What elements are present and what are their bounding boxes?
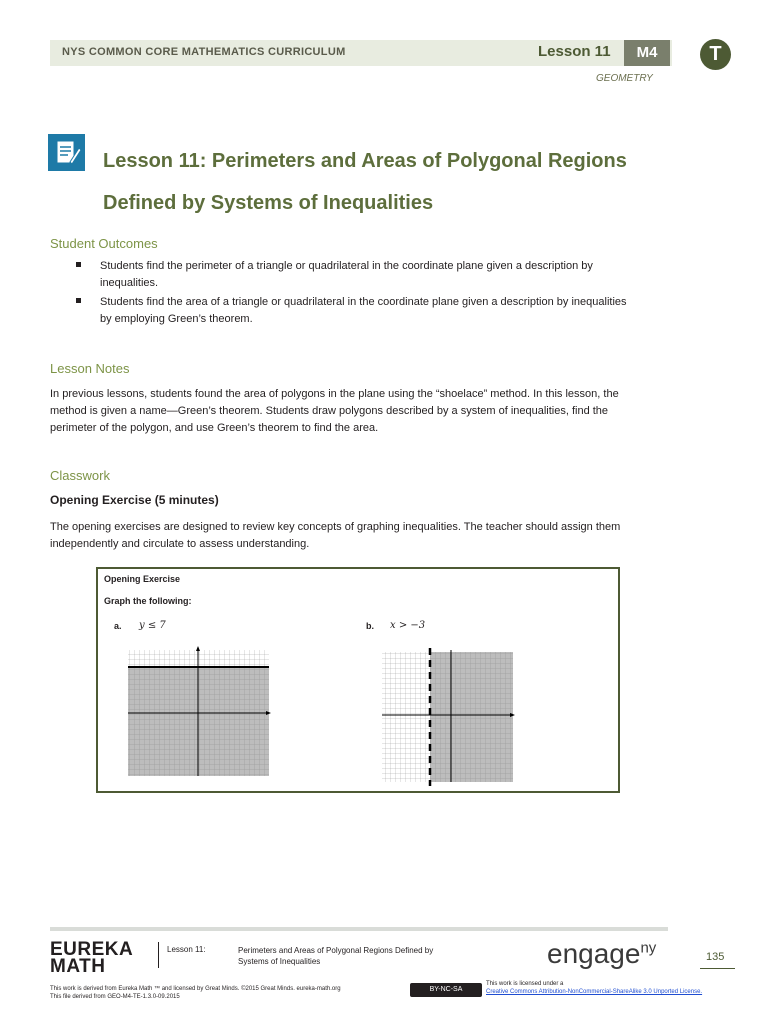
lesson-title-line1: Lesson 11: Perimeters and Areas of Polygonal Regions (103, 150, 627, 172)
footer-attribution (50, 985, 390, 1001)
classwork-line: independently and circulate to assess understanding. (50, 538, 310, 550)
footer-lesson-title-line1: Perimeters and Areas of Polygonal Regions Defined by (238, 946, 434, 955)
footer-lesson-ref: Lesson 11: (167, 945, 206, 954)
outcome-item (100, 258, 670, 292)
exercise-instruction: Graph the following: (104, 596, 192, 606)
grid-overlay (430, 652, 513, 782)
license-link[interactable]: Creative Commons Attribution-NonCommercial-ShareAlike 3.0 Unported License. (486, 989, 703, 995)
attribution-line2: This file derived from GEO-M4-TE-1.3.0-09.2015 (50, 994, 180, 1000)
bullet-marker (76, 298, 81, 303)
notes-line: method is given a name—Green’s theorem. Students draw polygons described by a system of inequalities, find the (50, 405, 609, 417)
lesson-title (103, 140, 627, 224)
student-outcomes-heading: Student Outcomes (50, 236, 158, 251)
curriculum-label: NYS COMMON CORE MATHEMATICS CURRICULUM (62, 46, 346, 58)
engage-text: engage (547, 938, 641, 969)
lesson-label: Lesson 11 (538, 43, 611, 60)
eureka-math-logo (50, 941, 133, 975)
lesson-notes-heading: Lesson Notes (50, 361, 130, 376)
item-b-expression: x > −3 (390, 620, 426, 631)
license-line1: This work is licensed under a (486, 981, 564, 987)
page-number: 135 (706, 951, 725, 963)
outcome-text: by employing Green’s theorem. (100, 313, 253, 325)
item-a-label: a. (114, 621, 122, 631)
bullet-marker (76, 262, 81, 267)
subject-label: GEOMETRY (596, 73, 653, 84)
classwork-text (50, 519, 670, 553)
lesson-notes-text (50, 386, 670, 437)
graph-b (380, 648, 516, 786)
exercise-title: Opening Exercise (104, 574, 181, 584)
engage-superscript: ny (640, 939, 657, 957)
footer-lesson-title-line2: Systems of Inequalities (238, 957, 321, 966)
graph-a (124, 644, 272, 780)
cc-badge-text: BY-NC-SA (429, 986, 463, 993)
classwork-line: The opening exercises are designed to review key concepts of graphing inequalities. The teacher should assign them (50, 521, 621, 533)
eureka-logo-line1: EUREKA (50, 939, 134, 960)
eureka-logo-line2: MATH (50, 956, 106, 977)
lesson-title-line2: Defined by Systems of Inequalities (103, 192, 434, 214)
outcome-text: inequalities. (100, 277, 159, 289)
item-b-label: b. (366, 621, 374, 631)
notepad-icon (48, 134, 85, 171)
outcome-text: Students find the perimeter of a triangle or quadrilateral in the coordinate plane given a description by (100, 260, 593, 272)
classwork-heading: Classwork (50, 468, 110, 483)
notes-line: perimeter of the polygon, and use Green’s theorem to find the area. (50, 422, 379, 434)
item-a-expression: y ≤ 7 (139, 620, 166, 631)
teacher-badge: T (700, 39, 731, 70)
module-badge: M4 (624, 40, 670, 66)
footer-divider (50, 927, 668, 931)
outcome-item (100, 294, 670, 328)
footer-separator (158, 942, 159, 968)
cc-license-badge[interactable] (410, 983, 482, 997)
outcome-text: Students find the area of a triangle or quadrilateral in the coordinate plane given a description by inequalities (100, 296, 627, 308)
license-text (486, 980, 746, 996)
page-number-underline (700, 968, 735, 969)
attribution-line1: This work is derived from Eureka Math ™ and licensed by Great Minds. ©2015 Great Minds. eureka-math.org (50, 986, 341, 992)
y-axis-arrow (196, 646, 200, 651)
footer-lesson-title (238, 945, 433, 967)
opening-exercise-heading: Opening Exercise (5 minutes) (50, 493, 219, 507)
engageny-logo (547, 938, 656, 970)
notes-line: In previous lessons, students found the area of polygons in the plane using the “shoelace” method. In this lesson, the (50, 388, 619, 400)
